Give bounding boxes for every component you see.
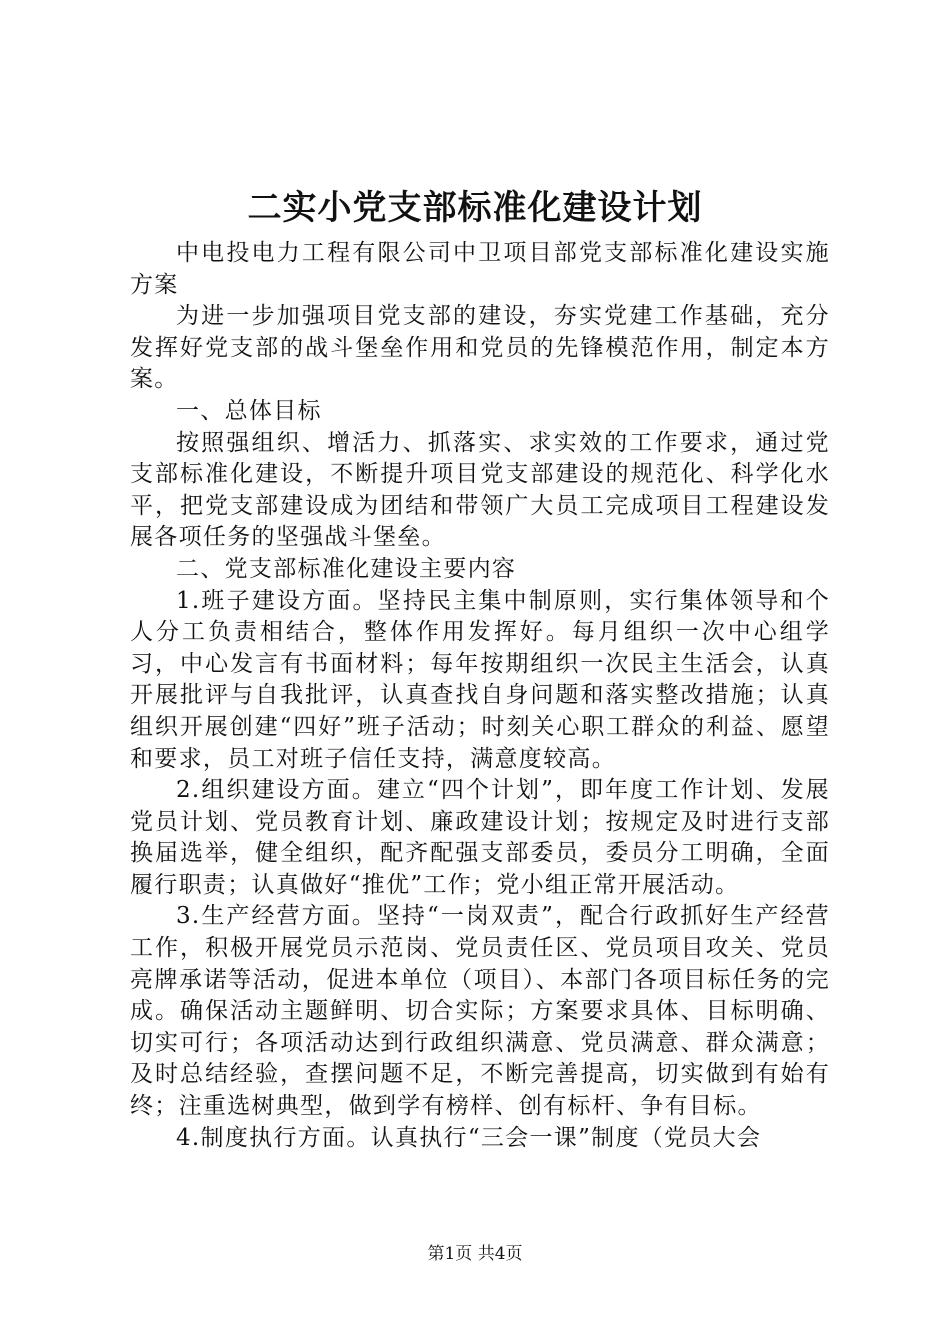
paragraph-item-3: 3.生产经营方面。坚持“一岗双责”，配合行政抓好生产经营工作，积极开展党员示范岗、党员责任区、党员项目攻关、党员亮牌承诺等活动，促进本单位（项目）、本部门各项目标任务的完成。确保活动主题鲜明、切合实际；方案要求具体、目标明确、切实可行；各项活动达到行政组织满意、党员满意、群众满意；及时总结经验，查摆问题不足，不断完善提高，切实做到有始有终；注重选树典型，做到学有榜样、创有标杆、争有目标。 [130, 903, 830, 1120]
section-heading-goals: 一、总体目标 [176, 397, 322, 424]
paragraph-intro: 为进一步加强项目党支部的建设，夯实党建工作基础，充分发挥好党支部的战斗堡垒作用和党员的先锋模范作用，制定本方案。 [130, 303, 830, 393]
paragraph-item-2: 2.组织建设方面。建立“四个计划”，即年度工作计划、发展党员计划、党员教育计划、廉政建设计划；按规定及时进行支部换届选举，健全组织，配齐配强支部委员，委员分工明确，全面履行职责；认真做好“推优”工作；党小组正常开展活动。 [130, 777, 830, 898]
paragraph-item-1: 1.班子建设方面。坚持民主集中制原则，实行集体领导和个人分工负责相结合，整体作用发挥好。每月组织一次中心组学习，中心发言有书面材料；每年按期组织一次民主生活会，认真开展批评与自我批评，认真查找自身问题和落实整改措施；认真组织开展创建“四好”班子活动；时刻关心职工群众的利益、愿望和要求，员工对班子信任支持，满意度较高。 [130, 587, 830, 772]
paragraph-goals: 按照强组织、增活力、抓落实、求实效的工作要求，通过党支部标准化建设，不断提升项目党支部建设的规范化、科学化水平，把党支部建设成为团结和带领广大员工完成项目工程建设发展各项任务的坚强战斗堡垒。 [130, 429, 830, 551]
document-body [130, 238, 830, 1154]
section-heading-content: 二、党支部标准化建设主要内容 [176, 555, 517, 582]
document-title: 二实小党支部标准化建设计划 [247, 188, 703, 228]
paragraph-subtitle: 中电投电力工程有限公司中卫项目部党支部标准化建设实施方案 [130, 240, 830, 298]
page-footer: 第1页 共4页 [427, 1244, 523, 1264]
paragraph-item-4: 4.制度执行方面。认真执行“三会一课”制度（党员大会 [176, 1124, 762, 1151]
